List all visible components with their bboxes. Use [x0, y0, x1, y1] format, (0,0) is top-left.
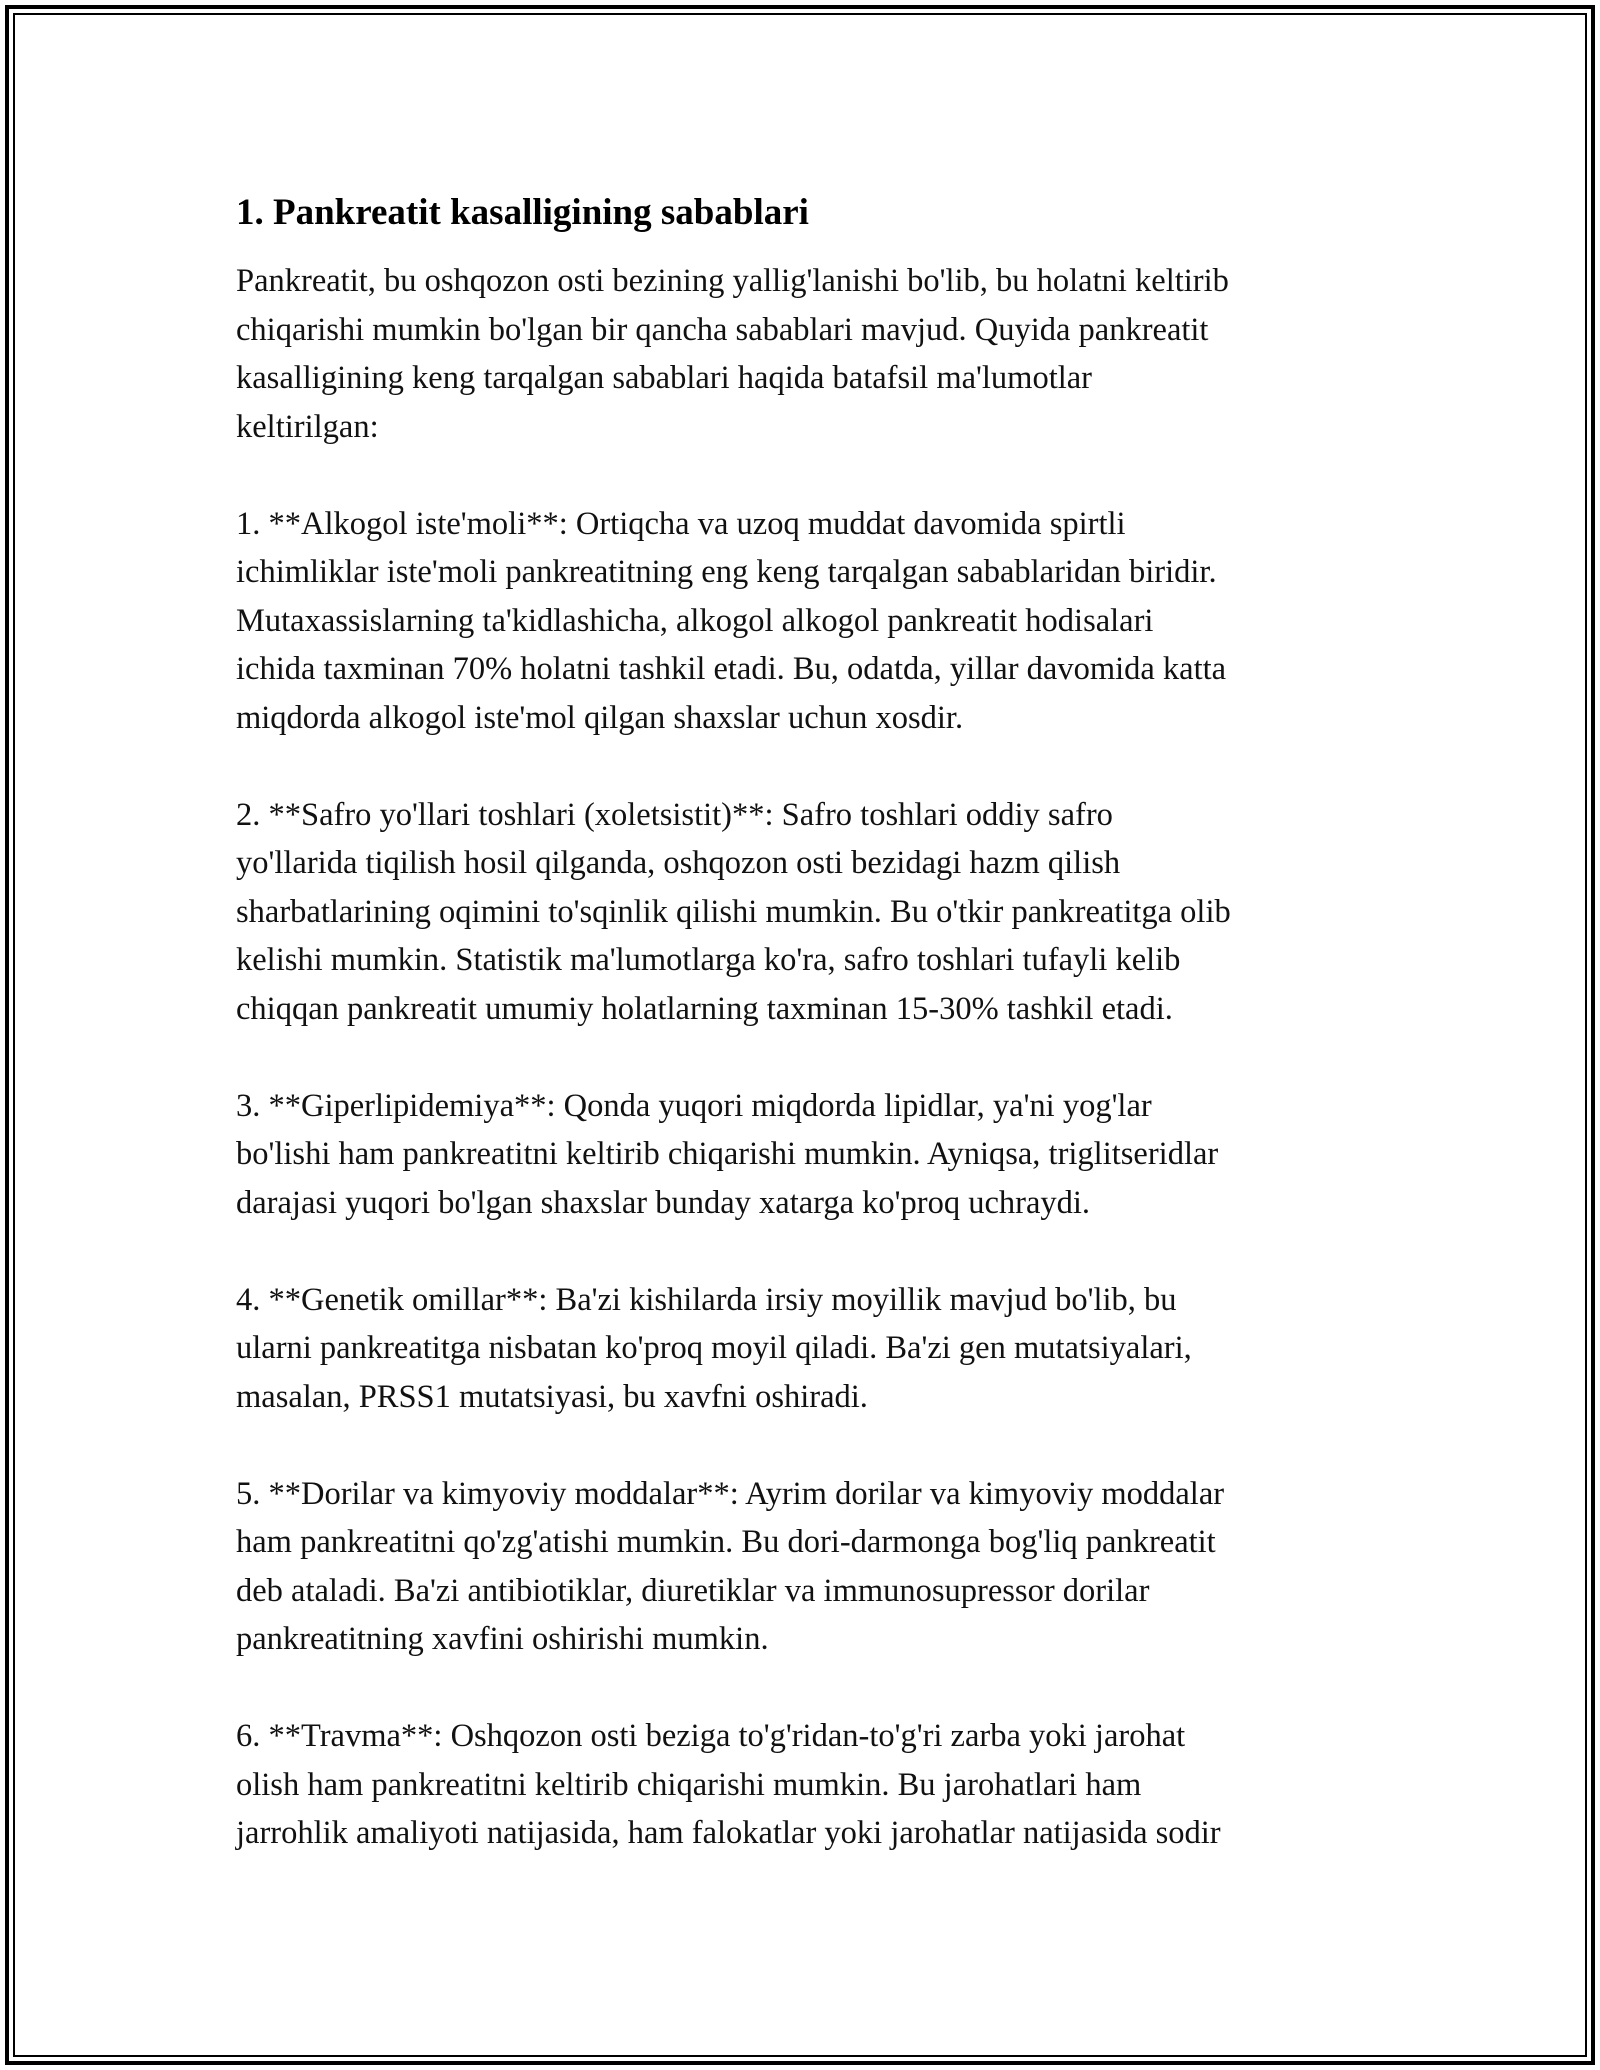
cause-alcohol-paragraph: 1. **Alkogol iste'moli**: Ortiqcha va uzoq muddat davomida spirtli ichimliklar iste'moli pankreatitning eng keng tarqalgan sabablaridan biridir. Mutaxassislarning ta'kidlashicha, alkogol alkogol pankreatit hodisalari ichida taxminan 70% holatni tashkil etadi. Bu, odatda, yillar davomida katta miqdorda alkogol iste'mol qilgan shaxslar uchun xosdir. — [236, 505, 1227, 736]
cause-trauma-paragraph: 6. **Travma**: Oshqozon osti beziga to'g'ridan-to'g'ri zarba yoki jarohat olish ham pankreatitni keltirib chiqarishi mumkin. Bu jarohatlari ham jarrohlik amaliyoti natijasida, ham falokatlar yoki jarohatlar natijasida sodir — [236, 1718, 1221, 1851]
cause-drugs-paragraph: 5. **Dorilar va kimyoviy moddalar**: Ayrim dorilar va kimyoviy moddalar ham pankreatitni qo'zg'atishi mumkin. Bu dori-darmonga bog'liq pankreatit deb ataladi. Ba'zi antibiotiklar, diuretiklar va immunosupressor dorilar pankreatitning xavfini oshirishi mumkin. — [236, 1475, 1225, 1657]
document-body — [236, 185, 1376, 1906]
cause-gallstones-paragraph: 2. **Safro yo'llari toshlari (xoletsistit)**: Safro toshlari oddiy safro yo'llarida tiqilish hosil qilganda, oshqozon osti bezidagi hazm qilish sharbatlarining oqimini to'sqinlik qilishi mumkin. Bu o'tkir pankreatitga olib kelishi mumkin. Statistik ma'lumotlarga ko'ra, safro toshlari tufayli kelib chiqqan pankreatit umumiy holatlarning taxminan 15-30% tashkil etadi. — [236, 796, 1231, 1027]
document-title: 1. Pankreatit kasalligining sabablari — [236, 192, 809, 233]
cause-hyperlipidemia-paragraph: 3. **Giperlipidemiya**: Qonda yuqori miqdorda lipidlar, ya'ni yog'lar bo'lishi ham pankreatitni keltirib chiqarishi mumkin. Ayniqsa, triglitseridlar darajasi yuqori bo'lgan shaxslar bunday xatarga ko'proq uchraydi. — [236, 1087, 1219, 1221]
intro-paragraph: Pankreatit, bu oshqozon osti bezining yallig'lanishi bo'lib, bu holatni keltirib chiqarishi mumkin bo'lgan bir qancha sabablari mavjud. Quyida pankreatit kasalligining keng tarqalgan sabablari haqida batafsil ma'lumotlar keltirilgan: — [236, 263, 1229, 445]
cause-genetic-paragraph: 4. **Genetik omillar**: Ba'zi kishilarda irsiy moyillik mavjud bo'lib, bu ularni pankreatitga nisbatan ko'proq moyil qiladi. Ba'zi gen mutatsiyalari, masalan, PRSS1 mutatsiyasi, bu xavfni oshiradi. — [236, 1281, 1192, 1415]
